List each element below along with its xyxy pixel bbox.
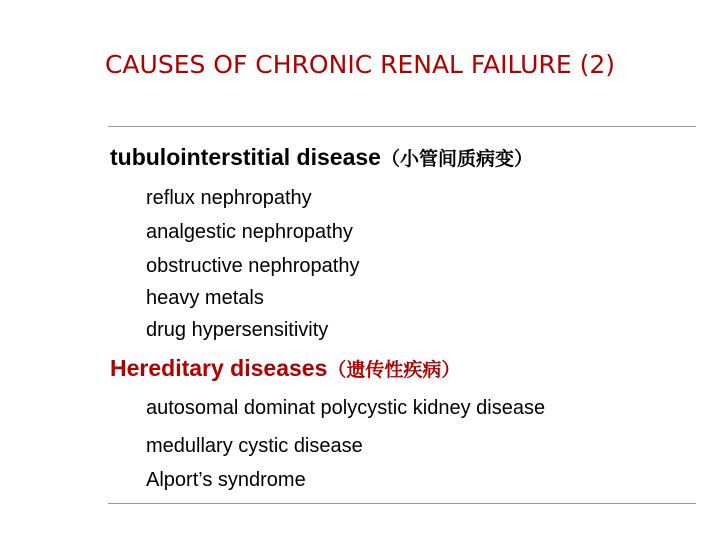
bottom-divider: [108, 503, 696, 504]
list-item: analgestic nephropathy: [146, 221, 353, 243]
section-heading-hereditary: [110, 354, 460, 384]
section-heading-tubulointerstitial: [110, 143, 533, 173]
section-heading-cjk: （小管间质病变）: [380, 148, 533, 170]
list-item: drug hypersensitivity: [146, 319, 329, 341]
section-heading-text: Hereditary diseases: [110, 355, 328, 381]
section-heading-cjk: （遗传性疾病）: [327, 359, 461, 381]
list-item: medullary cystic disease: [146, 435, 363, 457]
slide-title: CAUSES OF CHRONIC RENAL FAILURE (2): [104, 50, 616, 79]
list-item: Alport’s syndrome: [146, 469, 306, 491]
list-item: autosomal dominat polycystic kidney disease: [146, 397, 546, 419]
list-item: heavy metals: [146, 287, 264, 309]
section-heading-text: tubulointerstitial disease: [110, 144, 381, 170]
top-divider: [108, 126, 696, 127]
list-item: reflux nephropathy: [146, 187, 312, 209]
list-item: obstructive nephropathy: [146, 255, 360, 277]
